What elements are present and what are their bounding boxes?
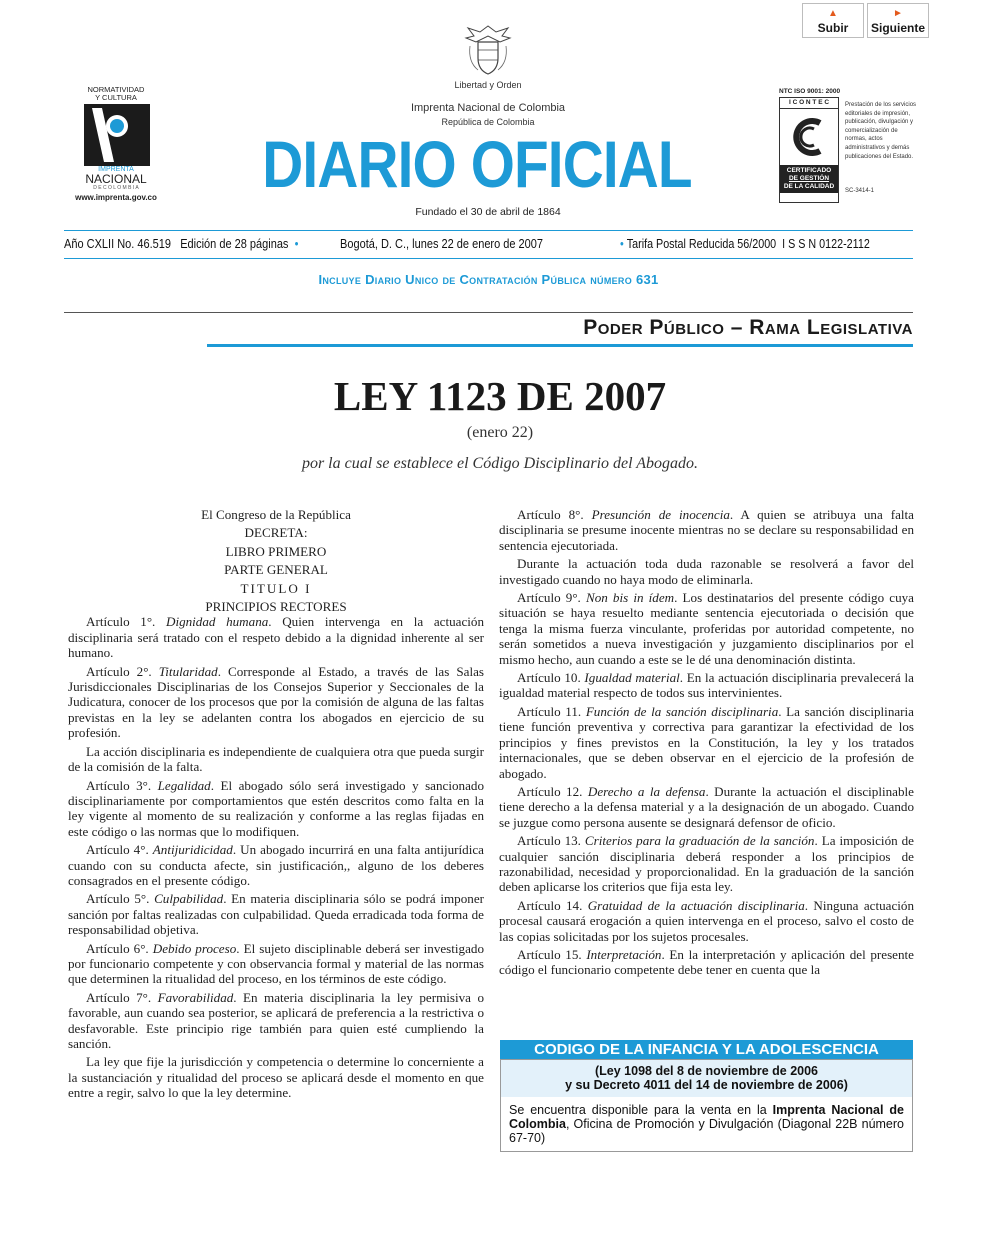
titulo-line: TITULO I bbox=[240, 580, 312, 596]
up-button[interactable]: ▲ Subir bbox=[802, 3, 864, 38]
icontec-mark-icon bbox=[780, 109, 838, 165]
cert-iso: NTC ISO 9001: 2000 bbox=[779, 88, 841, 95]
article-7: Artículo 7°. Favorabilidad. En materia disciplinaria la ley permisiva o favorable, aun cuando sea posterior, se aplicará de preferencia a la restrictiva o desfavorable. Este principio rige también para quien esté cumpliendo la sanción. bbox=[68, 989, 484, 1051]
article-5: Artículo 5°. Culpabilidad. En materia disciplinaria sólo se podrá imponer sanción por faltas realizadas con culpabilidad. Queda erradicada toda forma de responsabilidad objetiva. bbox=[68, 891, 484, 938]
issue-number: Año CXLII No. 46.519 Edición de 28 páginas • bbox=[64, 237, 299, 251]
left-logo-nacional: NACIONAL bbox=[85, 172, 147, 186]
left-logo-colombia: D E C O L O M B I A bbox=[93, 185, 139, 191]
cert-badge-line1: CERTIFICADO bbox=[786, 167, 832, 174]
next-button[interactable]: ► Siguiente bbox=[867, 3, 929, 38]
country-name: República de Colombia bbox=[441, 117, 535, 127]
article-9: Artículo 9°. Non bis in ídem. Los destinatarios del presente código cuya situación se haya resuelto mediante sentencia ejecutoriada o decisión que tenga la misma fuerza vinculante, proferidas por autoridad competente, no serán sometidos a nueva investigación y juzgamiento disciplinarios por el mismo hecho, aun cuando a este se le dé una denominación distinta. bbox=[499, 590, 914, 667]
ad-subtitle: (Ley 1098 del 8 de noviembre de 2006 y su Decreto 4011 del 14 de noviembre de 2006) bbox=[501, 1060, 912, 1097]
place-date: Bogotá, D. C., lunes 22 de enero de 2007 bbox=[340, 237, 544, 251]
icontec-seal bbox=[779, 97, 839, 203]
article-11: Artículo 11. Función de la sanción disciplinaria. La sanción disciplinaria tiene función preventiva y correctiva para garantizar la efectividad de los principios y fines previstos en la Constitución, la ley y los tratados internacionales, que se deben observar en el ejercicio de la profesión de abogado. bbox=[499, 703, 914, 781]
arrow-right-icon: ► bbox=[893, 8, 903, 19]
article-2-paragraph-2: La acción disciplinaria es independiente de cualquiera otra que pueda surgir de la comisión de la falta. bbox=[68, 743, 484, 775]
article-6: Artículo 6°. Debido proceso. El sujeto disciplinable deberá ser investigado por funcionario competente y con observancia formal y material de las normas que determinen la ritualidad del proceso, en los términos de este código. bbox=[68, 940, 484, 987]
article-4: Artículo 4°. Antijuridicidad. Un abogado incurrirá en una falta antijurídica cuando con su conducta afecte, sin justificación,, alguno de los deberes consagrados en el presente código. bbox=[68, 842, 484, 888]
left-logo-imprenta: IMPRENTA bbox=[98, 166, 134, 173]
ad-body: Se encuentra disponible para la venta en la Imprenta Nacional de Colombia, Oficina de Promoción y Divulgación (Diagonal 22B número 67-70) bbox=[509, 1103, 904, 1145]
infobar-bottom-rule bbox=[64, 258, 913, 259]
article-1: Artículo 1°. Dignidad humana. Quien intervenga en la actuación disciplinaria será tratado con el respeto debido a la dignidad inherente al ser humano. bbox=[68, 614, 484, 661]
ad-box bbox=[500, 1059, 913, 1152]
article-13: Artículo 13. Criterios para la graduación de la sanción. La imposición de cualquier sanción disciplinaria deberá responder a los principios de razonabilidad, necesidad y proporcionalidad. En la graduación de la sanción deben aplicarse los criterios que fija esta ley. bbox=[499, 833, 914, 895]
website-link[interactable]: www.imprenta.gov.co bbox=[75, 193, 157, 202]
section-top-rule bbox=[64, 312, 913, 313]
tarifa-issn: • Tarifa Postal Reducida 56/2000 I S S N 0122-2112 bbox=[620, 237, 870, 251]
cert-description: Prestación de los servicios editoriales de impresión, publicación, divulgación y comercialización de normas, actos administrativos y demás publicaciones del Estado. bbox=[845, 102, 917, 160]
article-15: Artículo 15. Interpretación. En la interpretación y aplicación del presente código el funcionario competente debe tener en cuenta que la bbox=[499, 946, 914, 978]
cert-badge-line3: DE LA CALIDAD bbox=[783, 183, 835, 190]
cert-icontec: I C O N T E C bbox=[780, 98, 838, 109]
article-8: Artículo 8°. Presunción de inocencia. A quien se atribuya una falta disciplinaria se presume inocente mientras no se declare su responsabilidad en sentencia ejecutoriada. bbox=[499, 507, 914, 553]
infobar-top-rule bbox=[64, 230, 913, 231]
congreso-line: El Congreso de la República bbox=[201, 507, 351, 522]
article-3: Artículo 3°. Legalidad. El abogado sólo será investigado y sancionado disciplinariamente por comportamientos que estén descritos como falta en la ley vigente al momento de su realización y conforme a las reglas fijadas en este código o las normas que lo modifiquen. bbox=[68, 777, 484, 839]
imprenta-logo-icon bbox=[84, 104, 150, 166]
right-column bbox=[499, 507, 914, 978]
article-8-paragraph-2: Durante la actuación toda duda razonable se resolverá a favor del investigado cuando no haya modo de eliminarla. bbox=[499, 556, 914, 587]
arrow-up-icon: ▲ bbox=[828, 8, 838, 19]
law-title: LEY 1123 DE 2007 bbox=[333, 373, 667, 419]
law-subtitle: por la cual se establece el Código Disciplinario del Abogado. bbox=[301, 455, 699, 472]
infobar bbox=[64, 237, 924, 253]
cert-code: SC-3414-1 bbox=[845, 188, 875, 194]
article-2: Artículo 2°. Titularidad. Corresponde al Estado, a través de las Salas Jurisdiccionales Disciplinarias de los Consejos Superior y Seccionales de la Judicatura, conocer de los procesos que por la comisión de alguna de las faltas previstas en la ley se adelanten contra los abogados en ejercicio de su profesión. bbox=[68, 663, 484, 741]
left-logo-caption: NORMATIVIDAD Y CULTURA bbox=[87, 85, 145, 102]
parte-line: PARTE GENERAL bbox=[224, 562, 328, 578]
ad-header: CODIGO DE LA INFANCIA Y LA ADOLESCENCIA bbox=[500, 1040, 913, 1059]
article-12: Artículo 12. Derecho a la defensa. Durante la actuación el disciplinable tiene derecho a la defensa material y a la designación de un abogado. Cuando se juzgue como persona ausente se designará defensor de oficio. bbox=[499, 783, 914, 830]
publisher-name: Imprenta Nacional de Colombia bbox=[410, 102, 566, 114]
includes-notice: Incluye Diario Unico de Contratación Pública número 631 bbox=[318, 272, 659, 287]
article-14: Artículo 14. Gratuidad de la actuación disciplinaria. Ninguna actuación procesal causará erogación a quien intervenga en el proceso, salvo el costo de las copias solicitadas por los sujetos procesales. bbox=[499, 897, 914, 944]
law-date: (enero 22) bbox=[466, 424, 534, 441]
newspaper-title: DIARIO OFICIAL bbox=[262, 127, 692, 201]
decreta-line: DECRETA: bbox=[244, 525, 308, 541]
left-column bbox=[68, 507, 484, 1101]
cert-badge-line2: DE GESTIÓN bbox=[788, 175, 830, 182]
section-underline bbox=[207, 344, 913, 347]
article-7-paragraph-2: La ley que fije la jurisdicción y competencia o determine lo concerniente a la sustanciación y ritualidad del proceso se aplicará desde el momento en que entre a regir, salvo lo que la ley determine. bbox=[68, 1054, 484, 1101]
motto: Libertad y Orden bbox=[454, 80, 522, 90]
principios-line: PRINCIPIOS RECTORES bbox=[205, 599, 347, 615]
founded-date: Fundado el 30 de abril de 1864 bbox=[415, 206, 561, 218]
section-heading: Poder Público – Rama Legislativa bbox=[583, 316, 913, 339]
libro-line: LIBRO PRIMERO bbox=[225, 543, 327, 559]
coat-of-arms-icon bbox=[460, 22, 516, 78]
article-10: Artículo 10. Igualdad material. En la actuación disciplinaria prevalecerá la igualdad material respecto de todos sus intervinientes. bbox=[499, 670, 914, 701]
